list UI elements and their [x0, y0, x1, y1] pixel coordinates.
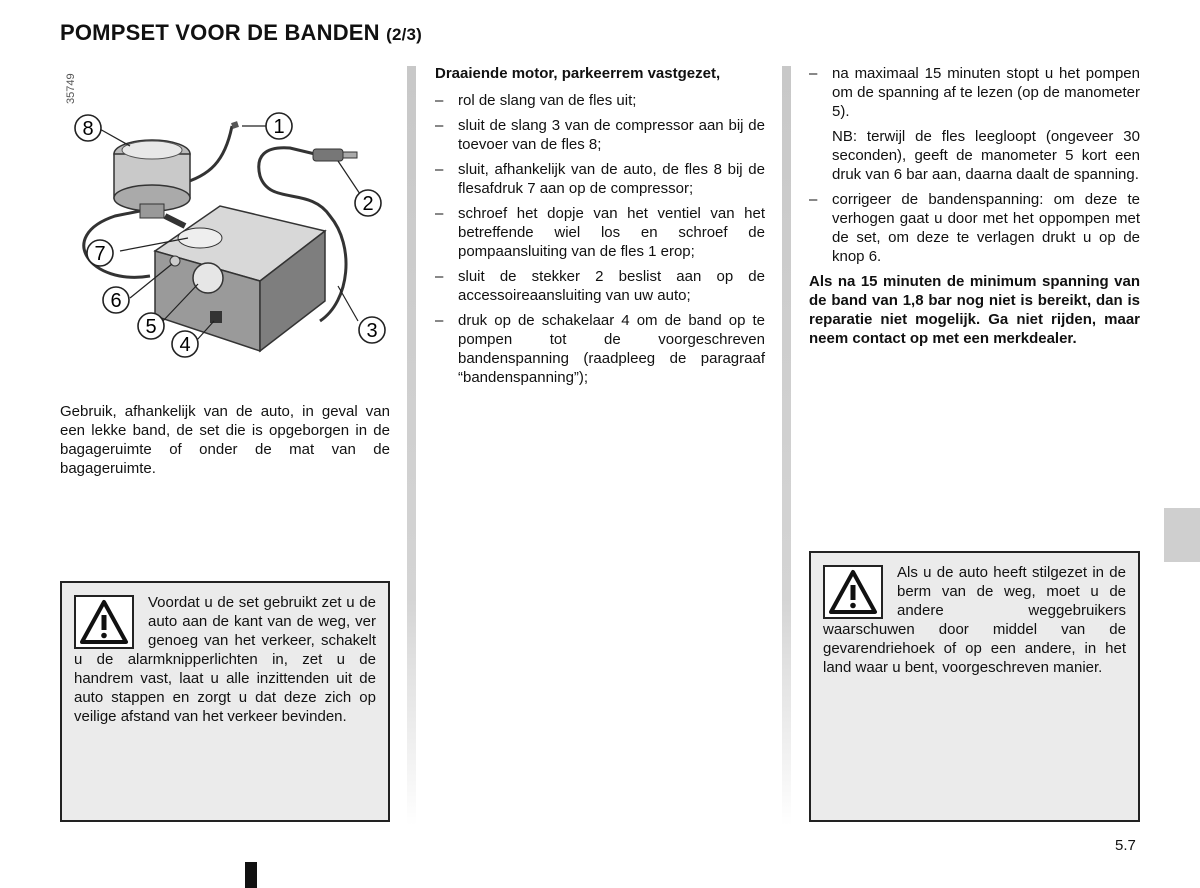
- svg-text:4: 4: [179, 334, 191, 356]
- warning-triangle-icon: [823, 565, 883, 619]
- result-column: [809, 64, 1140, 348]
- callout-2: [355, 190, 381, 216]
- callout-4: [172, 331, 198, 357]
- column-divider-2: [782, 66, 791, 826]
- chapter-tab: [1164, 508, 1200, 562]
- svg-text:6: 6: [110, 290, 122, 312]
- figure-ref-number: 35749: [65, 73, 77, 104]
- svg-text:5: 5: [145, 316, 157, 338]
- bold-warning-paragraph: Als na 15 minuten de minimum spanning van de band van 1,8 bar nog niet is bereikt, dan is reparatie niet mogelijk. Ga niet rijden, maar neem contact op met een merkdealer.: [809, 273, 1140, 347]
- footer-mark: [245, 862, 257, 888]
- procedure-step-text: sluit de stekker 2 beslist aan op de accessoireaansluiting van uw auto;: [458, 268, 765, 304]
- warning-triangle-icon: [74, 595, 134, 649]
- result-list: [809, 64, 1140, 121]
- procedure-step: [435, 160, 765, 198]
- result-step: [809, 64, 1140, 121]
- svg-text:8: 8: [82, 118, 94, 140]
- warning-left-text: Voordat u de set gebruikt zet u de auto aan de kant van de weg, ver genoeg van het verkeer, schakelt u de alarmknipperlichten in, zet u de handrem vast, laat u alle inzittenden uit de auto stappen en zorgt u dat deze zich op veilige afstand van het verkeer bevinden.: [74, 594, 376, 725]
- callout-1: [266, 113, 292, 139]
- result-step-text: corrigeer de bandenspanning: om deze te verhogen gaat u door met het oppompen met de set, om deze te verlagen drukt u op de knop 6.: [832, 191, 1140, 265]
- callout-8: [75, 115, 101, 141]
- procedure-step-text: schroef het dopje van het ventiel van het betreffende wiel los en schroef de pompaansluiting van de fles 1 erop;: [458, 205, 765, 260]
- procedure-column: [435, 64, 765, 393]
- callout-7: [87, 240, 113, 266]
- tire-compressor-illustration-icon: [60, 66, 390, 376]
- column-divider-1: [407, 66, 416, 826]
- callout-6: [103, 287, 129, 313]
- procedure-list: [435, 91, 765, 387]
- result-step-text: na maximaal 15 minuten stopt u het pompen om de spanning af te lezen (op de manometer 5).: [832, 65, 1140, 120]
- callout-3: [359, 317, 385, 343]
- warning-box-left: [60, 581, 390, 822]
- svg-text:2: 2: [362, 193, 374, 215]
- page-title: [60, 20, 422, 46]
- svg-text:1: 1: [273, 116, 285, 138]
- procedure-step: [435, 204, 765, 261]
- result-step: [809, 190, 1140, 266]
- procedure-step: [435, 116, 765, 154]
- procedure-step-text: rol de slang van de fles uit;: [458, 92, 637, 109]
- warning-right-text: Als u de auto heeft stilgezet in de berm van de weg, moet u de andere weggebruikers waarschuwen door middel van de gevarendriehoek of op een andere, in het land waar u bent, voorgeschreven manier.: [823, 564, 1126, 676]
- page-number: 5.7: [1115, 837, 1136, 854]
- intro-paragraph: [60, 402, 390, 478]
- svg-text:3: 3: [366, 320, 378, 342]
- callout-5: [138, 313, 164, 339]
- procedure-heading: Draaiende motor, parkeerrem vastgezet,: [435, 65, 721, 82]
- procedure-step: [435, 267, 765, 305]
- warning-box-right: [809, 551, 1140, 822]
- page-title-sub: (2/3): [386, 25, 423, 44]
- result-list-2: [809, 190, 1140, 266]
- page-title-main: POMPSET VOOR DE BANDEN: [60, 20, 380, 45]
- procedure-step: [435, 91, 765, 110]
- note-paragraph: NB: terwijl de fles leegloopt (ongeveer 30 seconden), geeft de manometer 5 kort een druk van 6 bar aan, daarna daalt de spanning.: [832, 128, 1140, 183]
- procedure-step-text: druk op de schakelaar 4 om de band op te pompen tot de voorgeschreven bandenspanning (raadpleeg de paragraaf “bandenspanning”);: [458, 312, 765, 386]
- procedure-step-text: sluit de slang 3 van de compressor aan bij de toevoer van de fles 8;: [458, 117, 765, 153]
- procedure-step-text: sluit, afhankelijk van de auto, de fles 8 bij de flesafdruk 7 aan op de compressor;: [458, 161, 765, 197]
- compressor-figure: [60, 66, 390, 376]
- procedure-step: [435, 311, 765, 387]
- svg-text:7: 7: [94, 243, 106, 265]
- intro-text: Gebruik, afhankelijk van de auto, in geval van een lekke band, de set die is opgeborgen in de bagageruimte of onder de mat van de bagageruimte.: [60, 403, 390, 477]
